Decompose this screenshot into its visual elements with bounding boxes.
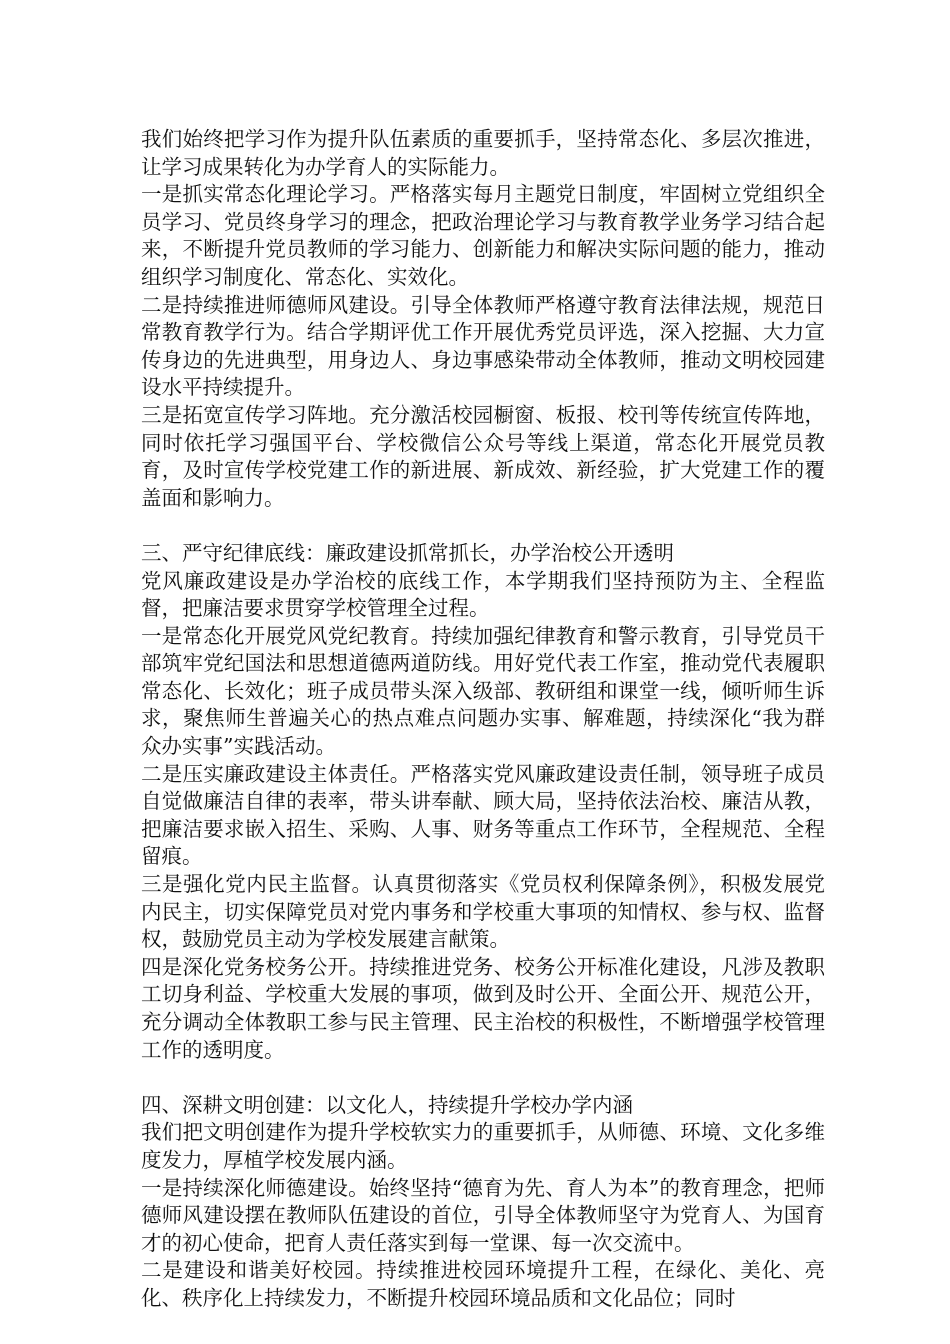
section-heading: 三、严守纪律底线：廉政建设抓常抓长，办学治校公开透明 — [141, 540, 674, 565]
body-paragraph: 一是常态化开展党风党纪教育。持续加强纪律教育和警示教育，引导党员干部筑牢党纪国法和思想道德两道防线。用好党代表工作室，推动党代表履职常态化、长效化；班子成员带头深入级部、教研组和课堂一线，倾听师生诉求，聚焦师生普遍关心的热点难点问题办实事、解难题，持续深化“我为群众办实事”实践活动。 — [141, 623, 825, 759]
body-paragraph: 一是抓实常态化理论学习。严格落实每月主题党日制度，牢固树立党组织全员学习、党员终身学习的理念，把政治理论学习与教育教学业务学习结合起来，不断提升党员教师的学习能力、创新能力和解决实际问题的能力，推动组织学习制度化、常态化、实效化。 — [141, 182, 825, 289]
body-paragraph: 二是建设和谐美好校园。持续推进校园环境提升工程，在绿化、美化、亮化、秩序化上持续发力，不断提升校园环境品质和文化品位；同时 — [141, 1258, 825, 1310]
paragraph-spacer — [141, 1064, 825, 1092]
body-paragraph: 三是拓宽宣传学习阵地。充分激活校园橱窗、板报、校刊等传统宣传阵地，同时依托学习强国平台、学校微信公众号等线上渠道，常态化开展党员教育，及时宣传学校党建工作的新进展、新成效、新经验，扩大党建工作的覆盖面和影响力。 — [141, 402, 825, 510]
body-paragraph: 党风廉政建设是办学治校的底线工作，本学期我们坚持预防为主、全程监督，把廉洁要求贯穿学校管理全过程。 — [141, 568, 825, 621]
paragraph-spacer — [141, 512, 825, 540]
body-paragraph: 我们把文明创建作为提升学校软实力的重要抓手，从师德、环境、文化多维度发力，厚植学校发展内涵。 — [141, 1120, 825, 1172]
body-paragraph: 四是深化党务校务公开。持续推进党务、校务公开标准化建设，凡涉及教职工切身利益、学校重大发展的事项，做到及时公开、全面公开、规范公开，充分调动全体教职工参与民主管理、民主治校的积极性，不断增强学校管理工作的透明度。 — [141, 954, 825, 1062]
intro-paragraph: 我们始终把学习作为提升队伍素质的重要抓手，坚持常态化、多层次推进，让学习成果转化为办学育人的实际能力。 — [141, 127, 825, 179]
body-paragraph: 三是强化党内民主监督。认真贯彻落实《党员权利保障条例》，积极发展党内民主，切实保障党员对党内事务和学校重大事项的知情权、参与权、监督权，鼓励党员主动为学校发展建言献策。 — [141, 872, 825, 952]
body-paragraph: 一是持续深化师德建设。始终坚持“德育为先、育人为本”的教育理念，把师德师风建设摆在教师队伍建设的首位，引导全体教师坚守为党育人、为国育才的初心使命，把育人责任落实到每一堂课、每一次交流中。 — [141, 1175, 825, 1255]
body-paragraph: 二是持续推进师德师风建设。引导全体教师严格遵守教育法律法规，规范日常教育教学行为。结合学期评优工作开展优秀党员评选，深入挖掘、大力宣传身边的先进典型，用身边人、身边事感染带动全体教师，推动文明校园建设水平持续提升。 — [141, 292, 825, 400]
document-page — [141, 126, 825, 1313]
body-paragraph: 二是压实廉政建设主体责任。严格落实党风廉政建设责任制，领导班子成员自觉做廉洁自律的表率，带头讲奉献、顾大局，坚持依法治校、廉洁从教，把廉洁要求嵌入招生、采购、人事、财务等重点工作环节，全程规范、全程留痕。 — [141, 761, 825, 869]
section-heading: 四、深耕文明创建：以文化人，持续提升学校办学内涵 — [141, 1092, 633, 1117]
